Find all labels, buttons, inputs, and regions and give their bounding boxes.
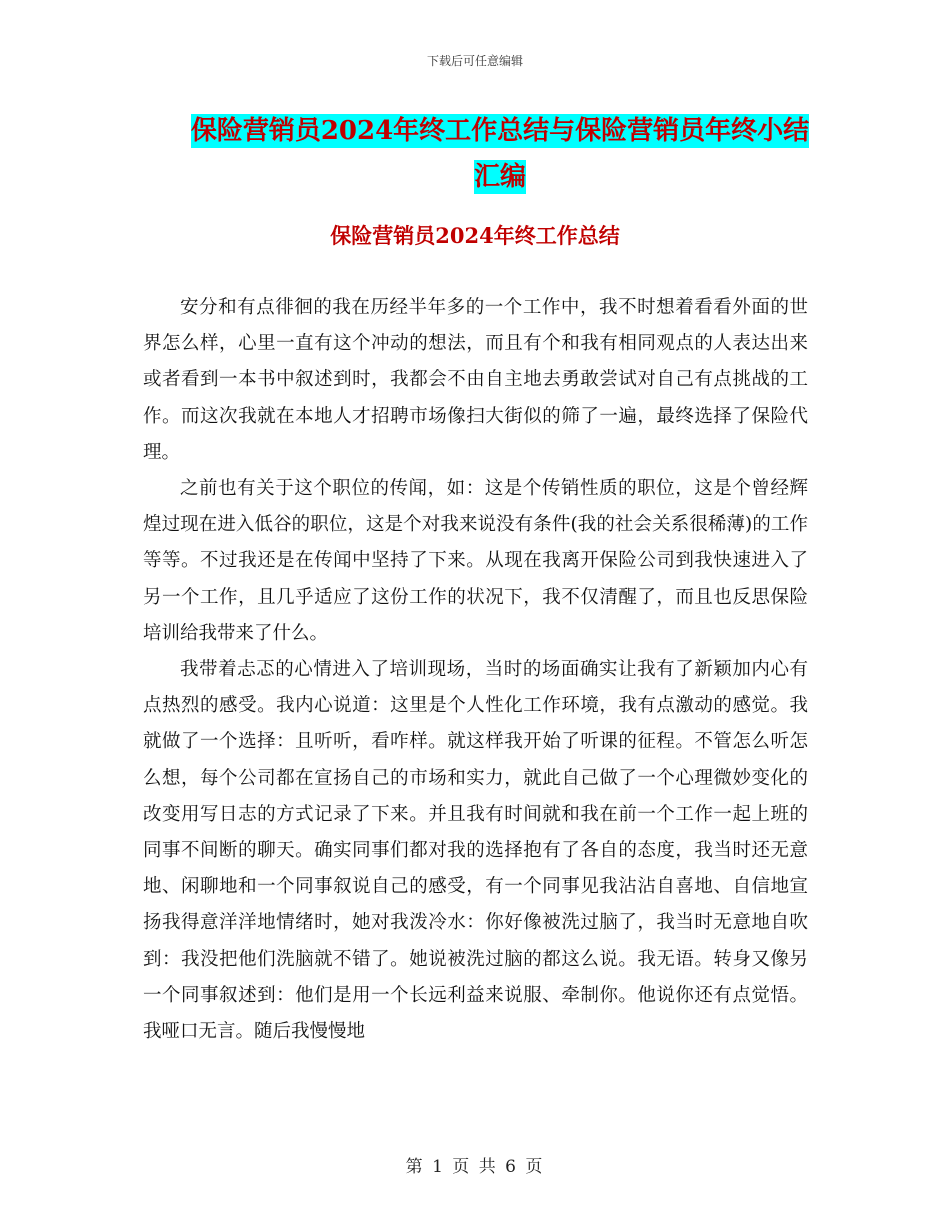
paragraph: 之前也有关于这个职位的传闻，如：这是个传销性质的职位，这是个曾经辉煌过现在进入低谷的职位，这是个对我来说没有条件(我的社会关系很稀薄)的工作等等。不过我还是在传闻中坚持了下来。从现在我离开保险公司到我快速进入了另一个工作，且几乎适应了这份工作的状况下，我不仅清醒了，而且也反思保险培训给我带来了什么。 xyxy=(143,478,808,644)
header-note: 下载后可任意编辑 xyxy=(426,54,523,68)
section-title: 保险营销员2024年终工作总结 xyxy=(330,223,620,248)
document-title xyxy=(140,108,860,200)
page-number-footer: 第 1 页 共 6 页 xyxy=(405,1157,545,1177)
title-line-1: 保险营销员2024年终工作总结与保险营销员年终小结 xyxy=(190,116,810,146)
paragraph: 我带着忐忑的心情进入了培训现场，当时的场面确实让我有了新颖加内心有点热烈的感受。我内心说道：这里是个人性化工作环境，我有点激动的感觉。我就做了一个选择：且听听，看咋样。就这样我开始了听课的征程。不管怎么听怎么想，每个公司都在宣扬自己的市场和实力，就此自己做了一个心理微妙变化的改变用写日志的方式记录了下来。并且我有时间就和我在前一个工作一起上班的同事不间断的聊天。确实同事们都对我的选择抱有了各自的态度，我当时还无意地、闲聊地和一个同事叙说自己的感受，有一个同事见我沾沾自喜地、自信地宣扬我得意洋洋地情绪时，她对我泼冷水：你好像被洗过脑了，我当时无意地自吹到：我没把他们洗脑就不错了。她说被洗过脑的都这么说。我无语。转身又像另一个同事叙述到：他们是用一个长远利益来说服、牵制你。他说你还有点觉悟。我哑口无言。随后我慢慢地 xyxy=(143,659,808,1043)
paragraph: 安分和有点徘徊的我在历经半年多的一个工作中，我不时想着看看外面的世界怎么样，心里一直有这个冲动的想法，而且有个和我有相同观点的人表达出来或者看到一本书中叙述到时，我都会不由自主地去勇敢尝试对自己有点挑战的工作。而这次我就在本地人才招聘市场像扫大街似的筛了一遍，最终选择了保险代理。 xyxy=(143,297,808,463)
body-text xyxy=(143,290,808,1050)
title-line-2: 汇编 xyxy=(473,162,526,192)
